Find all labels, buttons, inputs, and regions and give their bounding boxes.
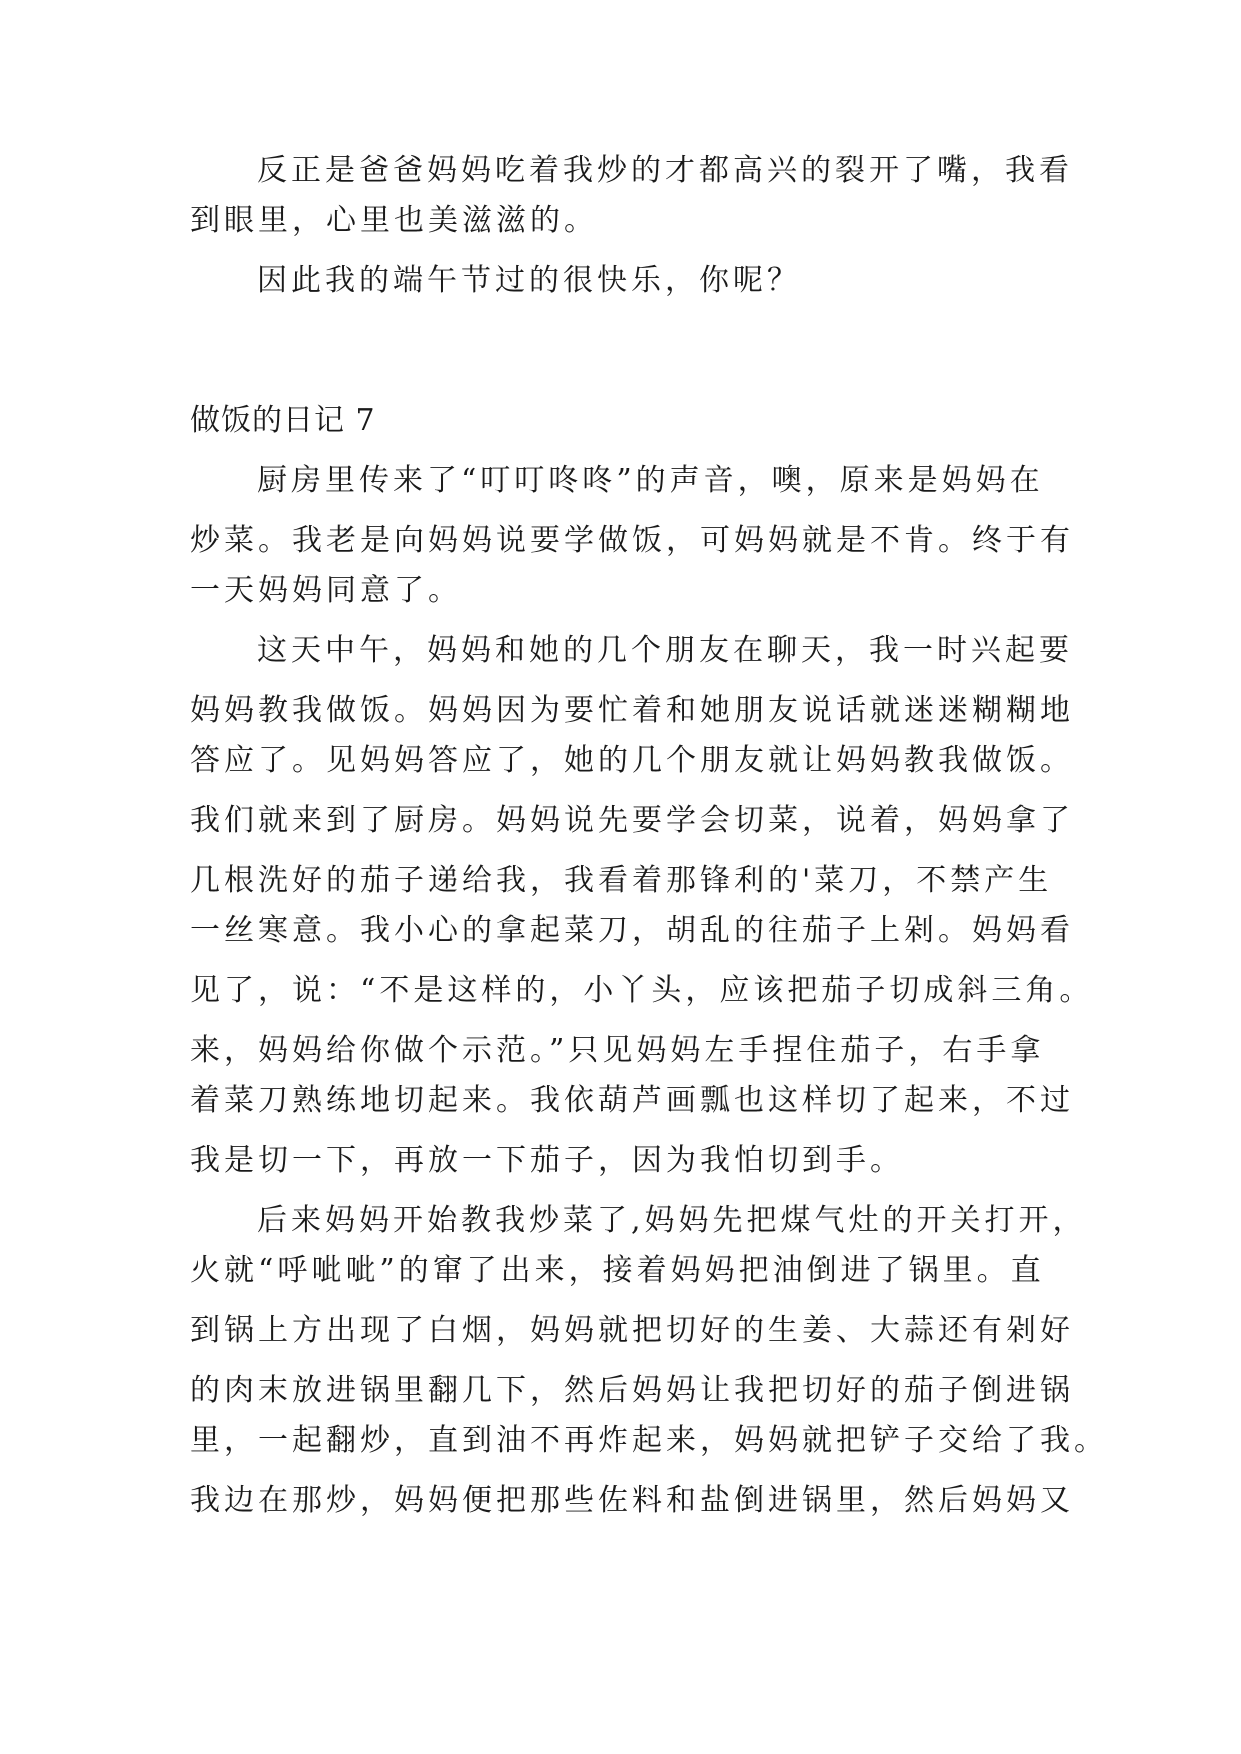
paragraph-line: 里，一起翻炒，直到油不再炸起来，妈妈就把铲子交给了我。 xyxy=(190,1423,1108,1458)
paragraph-line: 一天妈妈同意了。 xyxy=(190,573,462,608)
paragraph-line: 的肉末放进锅里翻几下，然后妈妈让我把切好的茄子倒进锅 xyxy=(190,1373,1074,1408)
paragraph-line: 炒菜。我老是向妈妈说要学做饭，可妈妈就是不肯。终于有 xyxy=(190,523,1074,558)
paragraph-line: 因此我的端午节过的很快乐，你呢？ xyxy=(257,263,801,298)
paragraph-line: 见了，说：“不是这样的，小丫头，应该把茄子切成斜三角。 xyxy=(190,973,1094,1008)
paragraph-line: 后来妈妈开始教我炒菜了,妈妈先把煤气灶的开关打开， xyxy=(257,1203,1087,1238)
paragraph-line: 这天中午，妈妈和她的几个朋友在聊天，我一时兴起要 xyxy=(257,633,1073,668)
paragraph-line: 火就“呼呲呲”的窜了出来，接着妈妈把油倒进了锅里。直 xyxy=(190,1253,1045,1288)
paragraph-line: 反正是爸爸妈妈吃着我炒的才都高兴的裂开了嘴，我看 xyxy=(257,153,1073,188)
paragraph-line: 来，妈妈给你做个示范。”只见妈妈左手捏住茄子，右手拿 xyxy=(190,1033,1045,1068)
section-heading: 做饭的日记 7 xyxy=(190,403,376,438)
paragraph-line: 到锅上方出现了白烟，妈妈就把切好的生姜、大蒜还有剁好 xyxy=(190,1313,1074,1348)
paragraph-line: 我边在那炒，妈妈便把那些佐料和盐倒进锅里，然后妈妈又 xyxy=(190,1483,1074,1518)
paragraph-line: 着菜刀熟练地切起来。我依葫芦画瓢也这样切了起来，不过 xyxy=(190,1083,1074,1118)
paragraph-line: 我是切一下，再放一下茄子，因为我怕切到手。 xyxy=(190,1143,904,1178)
paragraph-line: 我们就来到了厨房。妈妈说先要学会切菜，说着，妈妈拿了 xyxy=(190,803,1074,838)
paragraph-line: 几根洗好的茄子递给我，我看着那锋利的'菜刀，不禁产生 xyxy=(190,863,1053,898)
paragraph-line: 一丝寒意。我小心的拿起菜刀，胡乱的往茄子上剁。妈妈看 xyxy=(190,913,1074,948)
paragraph-line: 厨房里传来了“叮叮咚咚”的声音，噢，原来是妈妈在 xyxy=(257,463,1044,498)
paragraph-line: 答应了。见妈妈答应了，她的几个朋友就让妈妈教我做饭。 xyxy=(190,743,1074,778)
paragraph-line: 到眼里，心里也美滋滋的。 xyxy=(190,203,598,238)
paragraph-line: 妈妈教我做饭。妈妈因为要忙着和她朋友说话就迷迷糊糊地 xyxy=(190,693,1074,728)
